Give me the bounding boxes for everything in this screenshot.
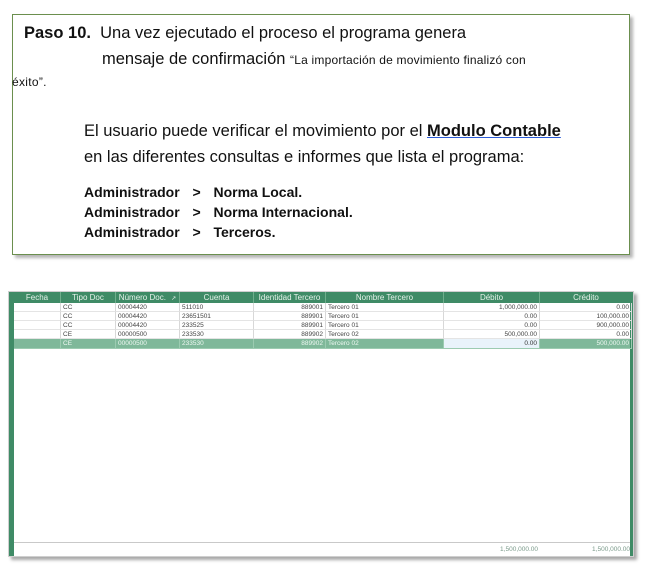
cell-nombre[interactable]: Tercero 02: [326, 339, 444, 349]
step-heading: [24, 24, 466, 43]
cell-debito[interactable]: 0.00: [444, 312, 540, 321]
verify-text-part1: El usuario puede verificar el movimiento por el: [84, 122, 423, 140]
step-text-line2: [102, 50, 526, 69]
grid-header: [14, 292, 630, 303]
cell-cuenta[interactable]: 511010: [180, 303, 254, 312]
cell-identidad[interactable]: 889001: [254, 303, 326, 312]
cell-cuenta[interactable]: 233530: [180, 330, 254, 339]
nav-child: Norma Internacional.: [213, 204, 353, 220]
navigation-paths: [84, 182, 353, 242]
cell-tipo-doc[interactable]: CE: [61, 339, 116, 349]
cell-identidad[interactable]: 889902: [254, 330, 326, 339]
nav-separator: >: [192, 204, 201, 220]
module-name: Modulo Contable: [427, 122, 561, 140]
table-row-selected[interactable]: [14, 339, 630, 349]
cell-fecha[interactable]: [14, 330, 61, 339]
cell-debito[interactable]: 500,000.00: [444, 330, 540, 339]
cell-fecha[interactable]: [14, 312, 61, 321]
column-header-fecha[interactable]: Fecha: [14, 292, 61, 303]
nav-path-local: [84, 182, 353, 202]
cell-numero-doc[interactable]: 00000500: [116, 330, 180, 339]
nav-separator: >: [192, 224, 201, 240]
cell-nombre[interactable]: Tercero 01: [326, 312, 444, 321]
numero-doc-label: Número Doc.: [118, 293, 166, 302]
table-row[interactable]: [14, 312, 630, 321]
cell-fecha[interactable]: [14, 321, 61, 330]
nav-parent: Administrador: [84, 204, 180, 220]
cell-debito-editing[interactable]: 0.00: [444, 339, 540, 349]
cell-fecha[interactable]: [14, 339, 61, 349]
table-row[interactable]: [14, 330, 630, 339]
column-header-numero-doc[interactable]: [116, 292, 180, 303]
confirmation-label: mensaje de confirmación: [102, 50, 286, 68]
cell-identidad[interactable]: 889902: [254, 339, 326, 349]
cell-fecha[interactable]: [14, 303, 61, 312]
cell-tipo-doc[interactable]: CC: [61, 321, 116, 330]
cell-numero-doc[interactable]: 00000500: [116, 339, 180, 349]
cell-credito[interactable]: 0.00: [540, 330, 632, 339]
sort-icon: ↗: [171, 296, 177, 302]
step-text-line3: éxito”.: [12, 75, 47, 89]
cell-nombre[interactable]: Tercero 01: [326, 303, 444, 312]
cell-cuenta[interactable]: 233525: [180, 321, 254, 330]
cell-debito[interactable]: 0.00: [444, 321, 540, 330]
column-header-nombre[interactable]: Nombre Tercero: [326, 292, 444, 303]
nav-separator: >: [192, 184, 201, 200]
cell-nombre[interactable]: Tercero 01: [326, 321, 444, 330]
cell-numero-doc[interactable]: 00004420: [116, 321, 180, 330]
cell-nombre[interactable]: Tercero 02: [326, 330, 444, 339]
cell-debito[interactable]: 1,000,000.00: [444, 303, 540, 312]
column-header-debito[interactable]: Débito: [444, 292, 540, 303]
cell-cuenta[interactable]: 233530: [180, 339, 254, 349]
cell-credito[interactable]: 900,000.00: [540, 321, 632, 330]
nav-child: Norma Local.: [213, 184, 303, 200]
confirmation-quote: “La importación de movimiento finalizó con: [290, 53, 526, 67]
column-header-cuenta[interactable]: Cuenta: [180, 292, 254, 303]
table-row[interactable]: [14, 303, 630, 312]
instruction-box: [12, 14, 630, 255]
cell-tipo-doc[interactable]: CC: [61, 303, 116, 312]
cell-credito[interactable]: 100,000.00: [540, 312, 632, 321]
total-debito: 1,500,000.00: [500, 546, 538, 553]
table-row[interactable]: [14, 321, 630, 330]
nav-parent: Administrador: [84, 184, 180, 200]
step-text-line1: Una vez ejecutado el proceso el programa genera: [100, 24, 467, 42]
cell-tipo-doc[interactable]: CE: [61, 330, 116, 339]
verify-paragraph: [84, 118, 561, 170]
nav-path-terceros: [84, 222, 353, 242]
cell-numero-doc[interactable]: 00004420: [116, 303, 180, 312]
cell-credito[interactable]: 0.00: [540, 303, 632, 312]
cell-cuenta[interactable]: 23651501: [180, 312, 254, 321]
total-credito: 1,500,000.00: [592, 546, 630, 553]
nav-child: Terceros.: [213, 224, 276, 240]
nav-parent: Administrador: [84, 224, 180, 240]
verify-text-part2: en las diferentes consultas e informes que lista el programa:: [84, 148, 525, 166]
cell-credito[interactable]: 500,000.00: [540, 339, 632, 349]
step-label: Paso 10.: [24, 24, 91, 42]
movements-grid: [8, 291, 634, 557]
cell-tipo-doc[interactable]: CC: [61, 312, 116, 321]
column-header-credito[interactable]: Crédito: [573, 293, 599, 302]
grid-totals-footer: [14, 542, 630, 557]
column-header-tipo-doc[interactable]: Tipo Doc: [61, 292, 116, 303]
cell-numero-doc[interactable]: 00004420: [116, 312, 180, 321]
nav-path-international: [84, 202, 353, 222]
cell-identidad[interactable]: 889901: [254, 321, 326, 330]
column-header-identidad[interactable]: Identidad Tercero: [254, 292, 326, 303]
cell-identidad[interactable]: 889901: [254, 312, 326, 321]
